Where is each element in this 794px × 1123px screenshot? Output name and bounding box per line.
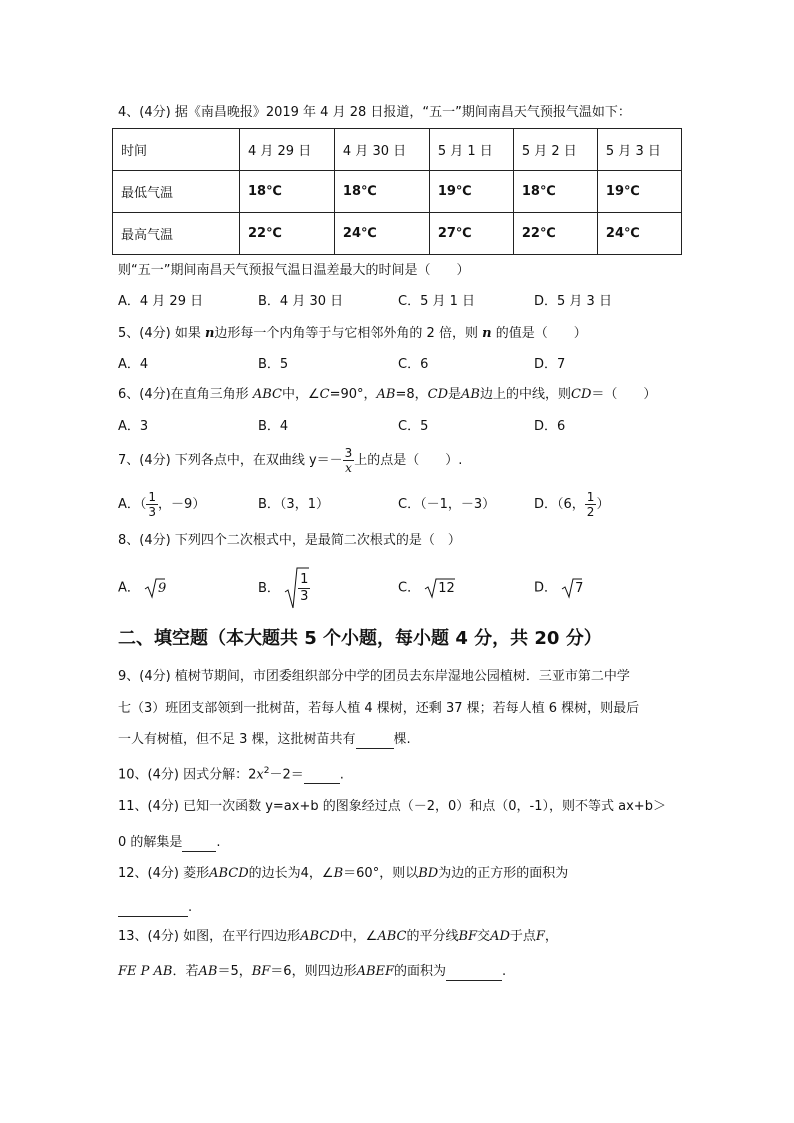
- q12-prompt: [118, 865, 568, 883]
- q13-math: BF: [458, 929, 478, 944]
- q4-question: 则“五一”期间南昌天气预报气温日温差最大的时间是（ ）: [118, 263, 470, 278]
- table-cell: 18℃: [240, 171, 335, 213]
- q13-math: AB: [198, 964, 218, 979]
- q13-math: FE P AB: [118, 964, 173, 979]
- q7-fraction: [343, 446, 355, 475]
- q13-math: F: [535, 929, 545, 944]
- q6-math: CD: [571, 387, 592, 402]
- q7-option-b: B．（3，1）: [258, 497, 329, 512]
- option-text: A．（: [118, 497, 147, 512]
- q9-text: 棵.: [393, 732, 411, 747]
- fraction-numerator: 1: [148, 490, 157, 504]
- q4-option-c: C．5 月 1 日: [398, 294, 476, 309]
- fraction-denominator: 3: [300, 588, 309, 604]
- table-cell: 时间: [113, 129, 240, 171]
- q12-text: 12、(4分) 菱形: [118, 866, 210, 881]
- q10-text: －2＝: [269, 767, 304, 783]
- q12-math: B: [333, 866, 344, 881]
- q13-text: ＝6，则四边形: [270, 964, 357, 979]
- answer-blank[interactable]: [356, 734, 394, 749]
- q5-option-c: C．6: [398, 357, 429, 372]
- q6-text: =8，: [395, 387, 428, 402]
- table-cell: 22℃: [240, 213, 335, 255]
- q10-text: 10、(4分) 因式分解：2: [118, 767, 257, 783]
- option-label: C．: [398, 580, 421, 596]
- fraction-numerator: 1: [586, 490, 595, 504]
- table-cell: 4 月 30 日: [334, 129, 429, 171]
- q5-option-d: D．7: [534, 357, 566, 372]
- option-label: B．: [258, 580, 280, 596]
- q5-text: 的值是（ ）: [495, 326, 587, 341]
- q12-text: 为边的正方形的面积为: [438, 866, 569, 881]
- table-cell: 24℃: [334, 213, 429, 255]
- table-cell: 24℃: [597, 213, 681, 255]
- table-row: [113, 129, 682, 171]
- q9-line: 9、(4分) 植树节期间，市团委组织部分中学的团员去东岸湿地公园植树．三亚市第二中学: [118, 669, 630, 684]
- q13-text: 于点: [509, 929, 536, 944]
- q13-math: ABEF: [356, 964, 395, 979]
- table-cell: 18℃: [334, 171, 429, 213]
- q6-text: 边上的中线，则: [479, 387, 571, 402]
- q13-text: .: [502, 964, 507, 979]
- q8-option-c: [398, 576, 455, 601]
- option-label: A．: [118, 580, 140, 596]
- q6-option-c: C．5: [398, 419, 429, 434]
- q13-math: ABC: [377, 929, 407, 944]
- q4-option-b: B．4 月 30 日: [258, 294, 344, 309]
- q7-option-c: C．（－1，－3）: [398, 497, 496, 512]
- q11-text: .: [216, 835, 221, 850]
- q6-text: =90°，: [329, 387, 377, 402]
- q6-text: 6、(4分)在直角三角形: [118, 387, 249, 402]
- table-cell: 5 月 2 日: [513, 129, 597, 171]
- table-cell: 19℃: [429, 171, 513, 213]
- q5-variable: n: [204, 326, 215, 341]
- q12-math: ABCD: [209, 866, 249, 881]
- q11-line: [118, 834, 221, 852]
- fraction-numerator: 3: [344, 446, 353, 460]
- table-cell: 5 月 3 日: [597, 129, 681, 171]
- q13-math: ABCD: [300, 929, 340, 944]
- q5-option-b: B．5: [258, 357, 289, 372]
- fraction-denominator: 2: [586, 505, 595, 519]
- q5-prompt: [118, 325, 587, 343]
- table-cell: 19℃: [597, 171, 681, 213]
- q13-text: ，: [544, 929, 558, 944]
- q5-text: 边形每一个内角等于与它相邻外角的 2 倍，则: [214, 326, 478, 341]
- q10-math: x: [256, 767, 264, 783]
- fraction-denominator: x: [345, 461, 352, 475]
- q12-answer-line: [118, 899, 192, 917]
- fraction-denominator: 3: [148, 505, 157, 519]
- q10-exponent: 2: [263, 766, 270, 776]
- q13-text: 的面积为: [394, 964, 447, 979]
- table-row: [113, 213, 682, 255]
- q13-line: [118, 963, 506, 981]
- q7-text: 7、(4分) 下列各点中，在双曲线 y＝－: [118, 453, 343, 468]
- q5-option-a: A．4: [118, 357, 149, 372]
- table-cell: 22℃: [513, 213, 597, 255]
- answer-blank[interactable]: [182, 837, 216, 852]
- q7-text: 上的点是（ ）.: [354, 453, 463, 468]
- q6-math: AB: [461, 387, 480, 402]
- q10-prompt: [118, 762, 344, 784]
- q5-variable: n: [482, 326, 492, 341]
- q7-option-a: [118, 488, 205, 522]
- q8-option-b: [258, 566, 310, 611]
- q6-math: CD: [427, 387, 449, 402]
- q6-math: C: [319, 387, 330, 402]
- q8-option-d: [534, 576, 583, 601]
- q6-text: 是: [448, 387, 462, 402]
- q4-option-d: D．5 月 3 日: [534, 294, 612, 309]
- q6-option-d: D．6: [534, 419, 566, 434]
- q6-option-a: A．3: [118, 419, 149, 434]
- option-text: ）: [596, 497, 610, 512]
- q12-text: ＝60°，则以: [343, 866, 419, 881]
- q8-prompt: 8、(4分) 下列四个二次根式中，是最简二次根式的是（ ）: [118, 533, 461, 548]
- q13-text: 中，∠: [339, 929, 378, 944]
- answer-blank[interactable]: [446, 966, 502, 981]
- q13-prompt: [118, 928, 558, 946]
- q7-option-d: [534, 488, 609, 522]
- q13-text: 交: [477, 929, 491, 944]
- table-cell: 5 月 1 日: [429, 129, 513, 171]
- q13-math: BF: [251, 964, 271, 979]
- answer-blank[interactable]: [118, 902, 188, 917]
- q12-math: BD: [418, 866, 439, 881]
- option-fraction: [298, 572, 310, 605]
- q7-prompt: [118, 444, 462, 478]
- table-cell: 18℃: [513, 171, 597, 213]
- q13-text: ＝5，: [217, 964, 252, 979]
- q10-text: .: [339, 767, 344, 783]
- q8-option-a: [118, 576, 166, 601]
- q12-text: .: [188, 900, 193, 915]
- radicand: 9: [158, 580, 167, 596]
- q6-math: ABC: [252, 387, 282, 402]
- q6-text: ＝（ ）: [591, 387, 657, 402]
- q11-line: 11、(4分) 已知一次函数 y=ax+b 的图象经过点（－2，0）和点（0，-1），则不等式 ax+b＞: [118, 799, 666, 814]
- answer-blank[interactable]: [304, 769, 340, 784]
- radicand: 12: [438, 580, 455, 596]
- table-cell: 27℃: [429, 213, 513, 255]
- q5-text: 5、(4分) 如果: [118, 326, 201, 341]
- q9-text: 一人有树植，但不足 3 棵，这批树苗共有: [118, 732, 356, 747]
- q6-math: AB: [376, 387, 396, 402]
- fraction-numerator: 1: [300, 571, 309, 587]
- q6-option-b: B．4: [258, 419, 289, 434]
- q6-text: 中，∠: [281, 387, 320, 402]
- option-label: D．: [534, 580, 558, 596]
- q11-text: 0 的解集是: [118, 835, 183, 850]
- option-text: D．（6，: [534, 497, 585, 512]
- q12-text: 的边长为4，∠: [248, 866, 334, 881]
- q4-prompt: 4、(4分) 据《南昌晚报》2019 年 4 月 28 日报道，“五一”期间南昌天气预报气温如下：: [118, 105, 631, 120]
- q13-text: 的平分线: [406, 929, 459, 944]
- option-fraction: [146, 490, 158, 519]
- q9-line: 七（3）班团支部领到一批树苗，若每人植 4 棵树，还剩 37 棵；若每人植 6 棵树，则最后: [118, 701, 640, 716]
- q13-math: AD: [490, 929, 510, 944]
- table-row: [113, 171, 682, 213]
- q13-text: ．若: [172, 964, 199, 979]
- table-cell: 最高气温: [113, 213, 240, 255]
- table-cell: 4 月 29 日: [240, 129, 335, 171]
- temperature-table: [112, 128, 682, 255]
- q13-text: 13、(4分) 如图，在平行四边形: [118, 929, 301, 944]
- option-fraction: [585, 490, 597, 519]
- q6-prompt: [118, 386, 656, 404]
- radicand: 7: [575, 580, 584, 596]
- option-text: ，－9）: [158, 497, 206, 512]
- q4-option-a: A．4 月 29 日: [118, 294, 204, 309]
- q9-line: [118, 731, 411, 749]
- table-cell: 最低气温: [113, 171, 240, 213]
- section-heading: 二、填空题（本大题共 5 个小题，每小题 4 分，共 20 分）: [118, 628, 602, 649]
